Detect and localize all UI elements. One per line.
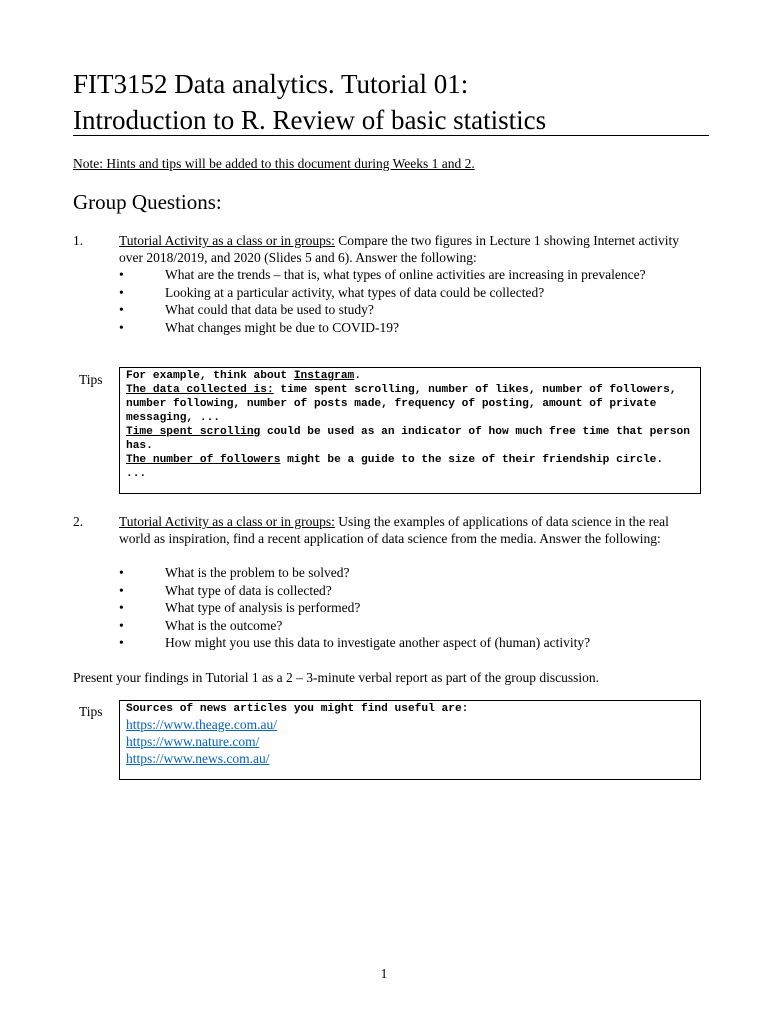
list-item: • What are the trends – that is, what types of online activities are increasing in prevalence? bbox=[119, 267, 646, 282]
news-link[interactable]: https://www.news.com.au/ bbox=[126, 751, 270, 766]
list-item: • What is the outcome? bbox=[119, 617, 283, 633]
bullet-icon: • bbox=[119, 565, 124, 580]
note-text: Note: Hints and tips will be added to this document during Weeks 1 and 2. bbox=[73, 156, 475, 171]
tips-1-line-3: Time spent scrolling could be used as an indicator of how much free time that person has. bbox=[126, 426, 690, 452]
question-2-lead: Tutorial Activity as a class or in groups: bbox=[119, 514, 335, 529]
list-item: • What type of data is collected? bbox=[119, 582, 332, 598]
bullet-icon: • bbox=[119, 600, 124, 615]
tips-label-1: Tips bbox=[79, 372, 103, 387]
bullet-icon: • bbox=[119, 302, 124, 317]
instagram-link[interactable]: Instagram bbox=[293, 370, 355, 382]
list-item: • What type of analysis is performed? bbox=[119, 600, 361, 615]
list-item: • How might you use this data to investigate another aspect of (human) activity? bbox=[119, 635, 591, 650]
tips-1-line-4: The number of followers might be a guide to the size of their friendship circle. bbox=[126, 454, 664, 466]
bullet-icon: • bbox=[119, 582, 124, 598]
question-2-bullets bbox=[119, 564, 679, 652]
question-2-number: 2. bbox=[73, 514, 84, 529]
tips-2-heading: Sources of news articles you might find useful are: bbox=[126, 703, 469, 715]
theage-link[interactable]: https://www.theage.com.au/ bbox=[126, 717, 277, 732]
list-item: • What is the problem to be solved? bbox=[119, 565, 350, 580]
question-1-body: Compare the two figures in Lecture 1 showing Internet activity over 2018/2019, and 2020 (Slides 5 and 6). Answer the following: bbox=[119, 233, 680, 265]
list-item: • What changes might be due to COVID-19? bbox=[119, 319, 399, 335]
question-1-text bbox=[119, 232, 699, 266]
question-1-lead: Tutorial Activity as a class or in groups: bbox=[119, 233, 335, 248]
question-1-bullets bbox=[119, 266, 679, 336]
question-1-number: 1. bbox=[73, 233, 84, 248]
section-heading: Group Questions: bbox=[73, 190, 222, 214]
tips-box-1 bbox=[119, 367, 701, 494]
bullet-icon: • bbox=[119, 267, 124, 282]
nature-link[interactable]: https://www.nature.com/ bbox=[126, 734, 260, 749]
tips-1-line-1: For example, think about Instagram. bbox=[126, 370, 361, 382]
list-item: • What could that data be used to study? bbox=[119, 302, 374, 317]
tips-box-2 bbox=[119, 700, 701, 780]
present-findings-text: Present your findings in Tutorial 1 as a 2 – 3-minute verbal report as part of the group discussion. bbox=[73, 670, 600, 685]
title-line-2: Introduction to R. Review of basic statistics bbox=[73, 105, 547, 135]
tips-1-line-5: ... bbox=[126, 468, 147, 480]
bullet-icon: • bbox=[119, 635, 124, 650]
bullet-icon: • bbox=[119, 284, 124, 300]
page-number: 1 bbox=[380, 966, 388, 981]
tips-1-line-2: The data collected is: time spent scrolling, number of likes, number of followers, number following, number of posts made, frequency of posting, amount of private messaging, ... bbox=[126, 384, 677, 424]
question-2-text bbox=[119, 513, 699, 547]
question-2-body: Using the examples of applications of data science in the real world as inspiration, find a recent application of data science from the media. Answer the following: bbox=[119, 514, 669, 546]
document-title bbox=[73, 66, 703, 138]
title-line-1: FIT3152 Data analytics. Tutorial 01: bbox=[73, 69, 469, 99]
list-item: • Looking at a particular activity, what types of data could be collected? bbox=[119, 284, 545, 300]
bullet-icon: • bbox=[119, 617, 124, 633]
title-divider bbox=[73, 135, 709, 136]
tips-label-2: Tips bbox=[79, 704, 103, 719]
bullet-icon: • bbox=[119, 319, 124, 335]
